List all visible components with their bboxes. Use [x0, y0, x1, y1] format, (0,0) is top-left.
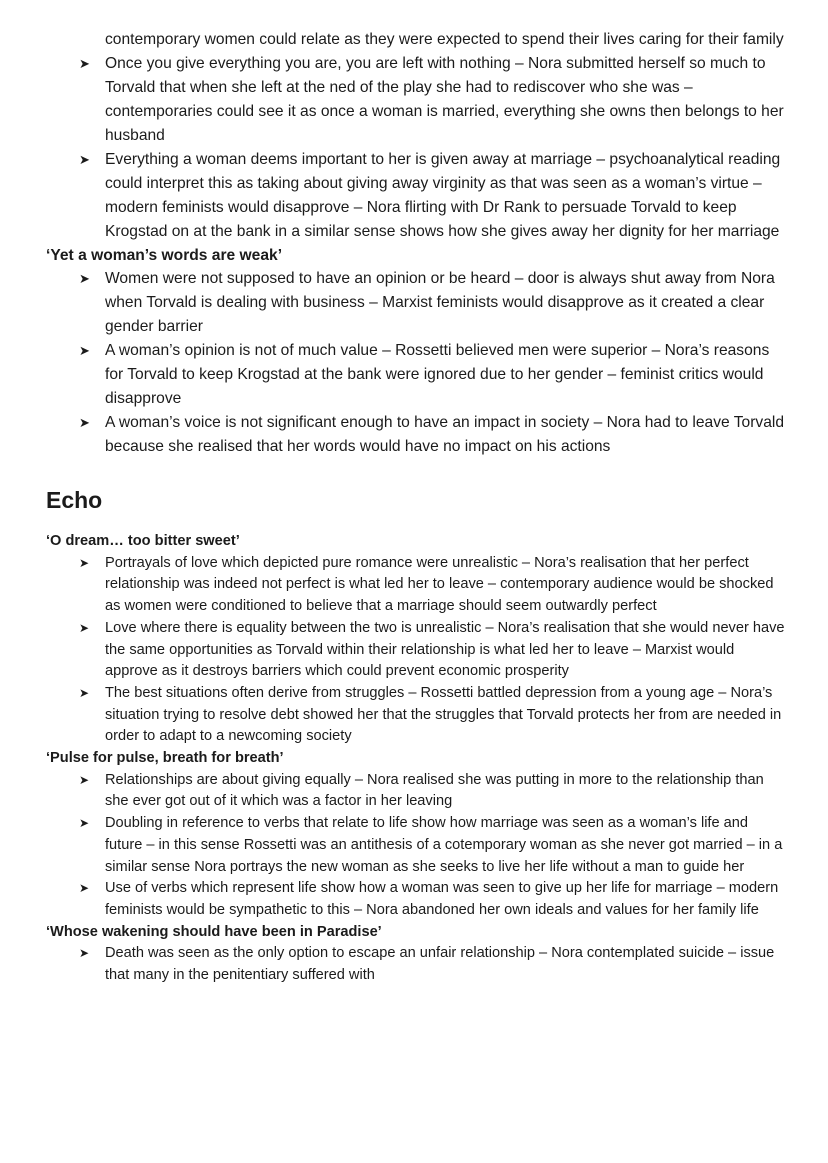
arrow-bullet-icon: ➤	[79, 881, 90, 896]
echo-section	[46, 531, 788, 987]
quote-heading: ‘Pulse for pulse, breath for breath’	[46, 750, 284, 767]
bullet-point	[46, 553, 788, 618]
bullet-point	[46, 267, 788, 339]
bullet-text: Once you give everything you are, you are left with nothing – Nora submitted herself so much to Torvald that when she left at the ned of the play she had to rediscover who she was – contemporaries could see it as once a woman is married, everything she owns then belongs to her husband	[105, 55, 784, 144]
bullet-text: Use of verbs which represent life show how a woman was seen to give up her life for marriage – modern feminists would be sympathetic to this – Nora abandoned her own ideals and values for her family life	[105, 880, 779, 918]
arrow-bullet-icon: ➤	[79, 946, 90, 961]
quote-heading: ‘O dream… too bitter sweet’	[46, 533, 240, 549]
bullet-text: The best situations often derive from struggles – Rossetti battled depression from a young age – Nora’s situation trying to resolve debt showed her that the struggles that Torvald protects her from are needed in order to adapt to a newcoming society	[105, 684, 782, 745]
arrow-bullet-icon: ➤	[79, 271, 90, 286]
bullet-point	[46, 683, 788, 748]
arrow-bullet-icon: ➤	[79, 343, 90, 358]
quote-heading: ‘Whose wakening should have been in Paradise’	[46, 923, 382, 940]
bullet-text: Relationships are about giving equally – Nora realised she was putting in more to the relationship than she ever got out of it which was a factor in her leaving	[105, 771, 764, 810]
bullet-point	[46, 148, 788, 244]
arrow-bullet-icon: ➤	[79, 152, 90, 167]
bullet-point	[46, 339, 788, 411]
bullet-point	[46, 943, 788, 986]
arrow-bullet-icon: ➤	[79, 685, 90, 700]
bullet-point	[46, 411, 788, 459]
arrow-bullet-icon: ➤	[79, 555, 90, 570]
bullet-text: Love where there is equality between the two is unrealistic – Nora’s realisation that she would never have the same opportunities as Torvald within their relationship is what led her to leave – Marxist would approve as it destroys barriers which could prevent economic prosperity	[105, 619, 785, 680]
bullet-point	[46, 52, 788, 148]
bullet-text: Doubling in reference to verbs that relate to life show how marriage was seen as a woman’s life and future – in this sense Rossetti was an antithesis of a cotemporary woman as she never got married – in a similar sense Nora portrays the new woman as she seeks to live her life without a man to guide her	[105, 815, 783, 875]
bullet-text: Everything a woman deems important to her is given away at marriage – psychoanalytical reading could interpret this as taking about giving away virginity as that was seen as a woman’s virtue – modern feminists would disapprove – Nora flirting with Dr Rank to persuade Torvald to keep Krogstad on at the bank in a similar sense shows how she gives away her dignity for her marriage	[105, 151, 781, 240]
bullet-point	[46, 878, 788, 921]
bullet-text: Death was seen as the only option to escape an unfair relationship – Nora contemplated suicide – issue that many in the penitentiary suffered with	[105, 945, 775, 984]
bullet-point	[46, 618, 788, 683]
arrow-bullet-icon: ➤	[79, 620, 90, 635]
bullet-point	[46, 813, 788, 878]
section-heading: Echo	[46, 487, 103, 513]
bullet-text: A woman’s opinion is not of much value – Rossetti believed men were superior – Nora’s reasons for Torvald to keep Krogstad at the bank were ignored due to her gender – feminist critics would disapprove	[105, 342, 770, 407]
arrow-bullet-icon: ➤	[79, 816, 90, 831]
arrow-bullet-icon: ➤	[79, 56, 90, 71]
arrow-bullet-icon: ➤	[79, 772, 90, 787]
continuation-text: contemporary women could relate as they were expected to spend their lives caring for their family	[105, 31, 784, 48]
bullet-text: Portrayals of love which depicted pure romance were unrealistic – Nora’s realisation that her perfect relationship was indeed not perfect is what led her to leave – contemporary audience would be shocked as women were conditioned to believe that a marriage should seem outwardly perfect	[105, 554, 774, 615]
bullet-text: Women were not supposed to have an opinion or be heard – door is always shut away from Nora when Torvald is dealing with business – Marxist feminists would disapprove as it created a clear gender barrier	[105, 270, 775, 335]
bullet-text: A woman’s voice is not significant enough to have an impact in society – Nora had to leave Torvald because she realised that her words would have no impact on his actions	[105, 414, 785, 455]
arrow-bullet-icon: ➤	[79, 415, 90, 430]
bullet-point	[46, 770, 788, 813]
quote-heading: ‘Yet a woman’s words are weak’	[46, 247, 283, 264]
